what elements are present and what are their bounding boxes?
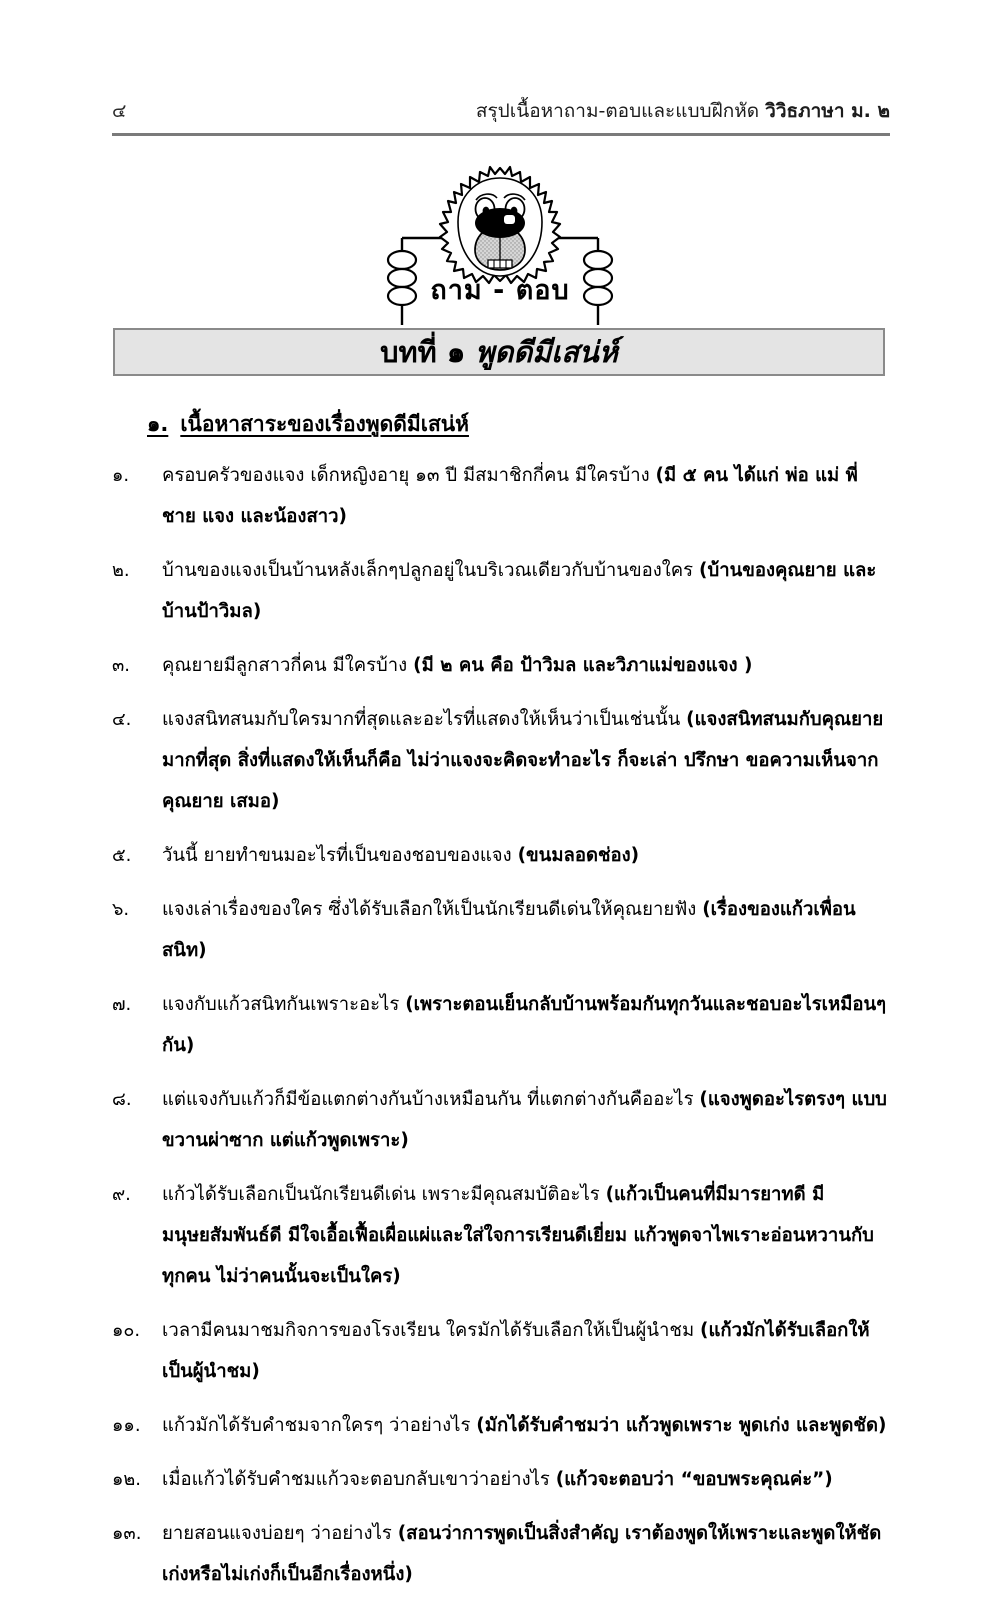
qa-answer: (แจงพูดอะไรตรงๆ แบบขวานผ่าซาก แต่แก้วพูดเพราะ) [162, 1089, 887, 1151]
qa-item-number: ๓. [112, 655, 131, 676]
qa-answer: (แจงสนิทสนมกับคุณยายมากที่สุด สิ่งที่แสดงให้เห็นก็คือ ไม่ว่าแจงจะคิดจะทำอะไร ก็จะเล่า ปรึกษา ขอความเห็นจากคุณยาย เสมอ) [162, 709, 884, 812]
running-title-book: วิวิธภาษา ม. ๒ [765, 100, 890, 122]
running-title-plain: สรุปเนื้อหาถาม-ตอบและแบบฝึกหัด [475, 100, 766, 122]
qa-item [112, 1079, 890, 1161]
qa-question: ยายสอนแจงบ่อยๆ ว่าอย่างไร [162, 1523, 398, 1544]
qa-item-text [162, 984, 890, 1066]
page-number: ๔ [112, 100, 127, 122]
qa-answer: (แก้วจะตอบว่า “ขอบพระคุณค่ะ”) [555, 1469, 833, 1490]
qa-answer: (ขนมลอดช่อง) [517, 845, 640, 866]
qa-item-text [162, 550, 890, 632]
qa-answer: (แก้วเป็นคนที่มีมารยาทดี มีมนุษยสัมพันธ์ดี มีใจเอื้อเฟื้อเผื่อแผ่และใส่ใจการเรียนดีเยี่ยม แก้วพูดจาไพเราะอ่อนหวานกับทุกคน ไม่ว่าคนนั้นจะเป็นใคร) [162, 1184, 874, 1287]
running-title [476, 96, 890, 126]
qa-answer: (แก้วมักได้รับเลือกให้เป็นผู้นำชม) [162, 1320, 870, 1382]
qa-item-number: ๗. [112, 994, 132, 1015]
qa-question: ครอบครัวของแจง เด็กหญิงอายุ ๑๓ ปี มีสมาชิกกี่คน มีใครบ้าง [162, 465, 656, 486]
qa-list [112, 455, 890, 1608]
header-divider [112, 133, 890, 136]
qa-question: แก้วมักได้รับคำชมจากใครๆ ว่าอย่างไร [162, 1415, 477, 1436]
chapter-name: พูดดีมีเสน่ห์ [475, 335, 618, 369]
qa-item [112, 1513, 890, 1595]
qa-answer: (บ้านของคุณยาย และบ้านป้าวิมล) [162, 560, 877, 622]
chapter-title [380, 329, 618, 375]
qa-item [112, 1310, 890, 1392]
qa-item-text [162, 1459, 890, 1500]
qa-item-text [162, 889, 890, 971]
section-number: ๑. [147, 412, 169, 436]
qa-item-text [162, 1310, 890, 1392]
qa-item-text [162, 455, 890, 537]
qa-item-number: ๑. [112, 465, 130, 486]
section-heading [147, 408, 469, 441]
qa-item [112, 699, 890, 822]
qa-item [112, 1459, 890, 1500]
qa-answer: (เรื่องของแก้วเพื่อนสนิท) [162, 899, 856, 961]
qa-item-text [162, 835, 890, 876]
qa-question: แจงเล่าเรื่องของใคร ซึ่งได้รับเลือกให้เป็นนักเรียนดีเด่นให้คุณยายฟัง [162, 899, 703, 920]
qa-item-number: ๙. [112, 1184, 131, 1205]
qa-item-number: ๘. [112, 1089, 132, 1110]
qa-item [112, 984, 890, 1066]
qa-item-number: ๑๐. [112, 1320, 141, 1341]
qa-answer: (เพราะตอนเย็นกลับบ้านพร้อมกันทุกวันและชอบอะไรเหมือนๆกัน) [162, 994, 887, 1056]
qa-item-text [162, 699, 890, 822]
qa-item-text [162, 1079, 890, 1161]
qa-answer: (มี ๒ คน คือ ป้าวิมล และวิภาแม่ของแจง ) [413, 655, 753, 676]
qa-answer: (มี ๕ คน ได้แก่ พ่อ แม่ พี่ชาย แจง และน้องสาว) [162, 465, 858, 527]
qa-question: บ้านของแจงเป็นบ้านหลังเล็กๆปลูกอยู่ในบริเวณเดียวกับบ้านของใคร [162, 560, 699, 581]
qa-item [112, 645, 890, 686]
qa-item-number: ๑๑. [112, 1415, 141, 1436]
qa-item-number: ๔. [112, 709, 132, 730]
chapter-prefix: บทที่ ๑ [380, 335, 476, 369]
qa-item-text [162, 645, 890, 686]
qa-question: เวลามีคนมาชมกิจการของโรงเรียน ใครมักได้รับเลือกให้เป็นผู้นำชม [162, 1320, 701, 1341]
qa-item-number: ๑๒. [112, 1469, 142, 1490]
chapter-banner [113, 328, 885, 376]
qa-question: แก้วได้รับเลือกเป็นนักเรียนดีเด่น เพราะมีคุณสมบัติอะไร [162, 1184, 606, 1205]
page-header [112, 96, 890, 132]
qa-question: คุณยายมีลูกสาวกี่คน มีใครบ้าง [162, 655, 414, 676]
qa-question: แจงสนิทสนมกับใครมากที่สุดและอะไรที่แสดงให้เห็นว่าเป็นเช่นนั้น [162, 709, 687, 730]
qa-item [112, 550, 890, 632]
qa-item-number: ๑๓. [112, 1523, 142, 1544]
qa-item-text [162, 1405, 890, 1446]
qa-item-number: ๒. [112, 560, 130, 581]
qa-item [112, 455, 890, 537]
qa-question: แต่แจงกับแก้วก็มีข้อแตกต่างกันบ้างเหมือนกัน ที่แตกต่างกันคืออะไร [162, 1089, 700, 1110]
qa-item [112, 889, 890, 971]
qa-question: วันนี้ ยายทำขนมอะไรที่เป็นของชอบของแจง [162, 845, 518, 866]
qa-item-number: ๕. [112, 845, 132, 866]
qa-question: แจงกับแก้วสนิทกันเพราะอะไร [162, 994, 406, 1015]
sign-label: ถาม - ตอบ [430, 275, 570, 306]
qa-item [112, 835, 890, 876]
qa-item [112, 1405, 890, 1446]
qa-item [112, 1174, 890, 1297]
qa-answer: (มักได้รับคำชมว่า แก้วพูดเพราะ พูดเก่ง และพูดชัด) [476, 1415, 887, 1436]
section-heading-label: เนื้อหาสาระของเรื่องพูดดีมีเสน่ห์ [180, 412, 469, 436]
qa-answer: (สอนว่าการพูดเป็นสิ่งสำคัญ เราต้องพูดให้เพราะและพูดให้ชัด เก่งหรือไม่เก่งก็เป็นอีกเรื่องหนึ่ง) [162, 1523, 882, 1585]
qa-item-text [162, 1174, 890, 1297]
mascot-banner [380, 160, 620, 325]
qa-item-text [162, 1513, 890, 1595]
qa-item-number: ๖. [112, 899, 130, 920]
qa-question: เมื่อแก้วได้รับคำชมแก้วจะตอบกลับเขาว่าอย่างไร [162, 1469, 556, 1490]
